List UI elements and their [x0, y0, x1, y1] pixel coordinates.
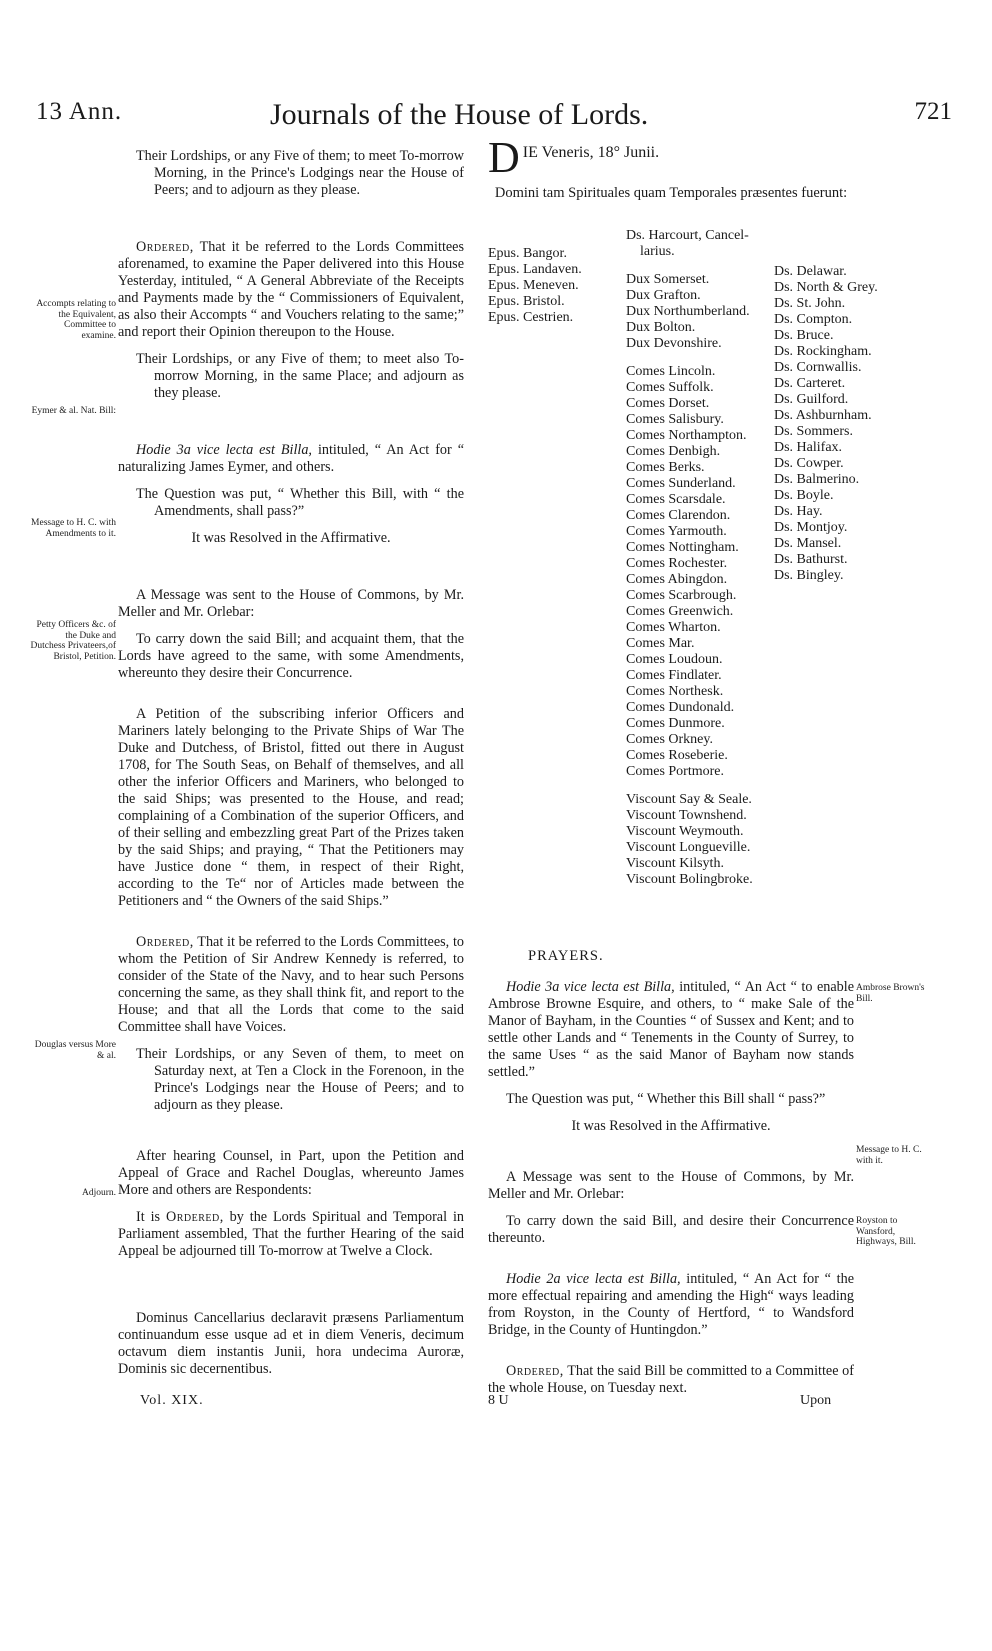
present-lords-heading: Domini tam Spirituales quam Temporales præsentes fuerunt: [494, 185, 848, 201]
margin-note-petition: Petty Officers &c. of the Duke and Dutchess Privateers,of Bristol, Petition. [30, 620, 116, 662]
lord-name: Epus. Landaven. [488, 262, 582, 277]
paragraph: It was Resolved in the Affirmative. [571, 1118, 771, 1134]
running-header [0, 98, 992, 138]
paragraph [118, 239, 464, 341]
lord-name: Comes Suffolk. [626, 380, 714, 395]
paragraph-text: That the said Bill be committed to a Committee of the whole House, on Tuesday next. [488, 1363, 854, 1396]
paragraph: Their Lordships, or any Five of them; to meet To-morrow Morning, in the Prince's Lodgings near the House of Peers; and to adjourn as they please. [136, 148, 464, 198]
lord-name: Comes Denbigh. [626, 444, 721, 459]
lord-name: Comes Sunderland. [626, 476, 736, 491]
sitting-date [488, 133, 854, 182]
lord-name: Dux Somerset. [626, 272, 710, 287]
drop-cap: D [488, 133, 520, 182]
lord-name: Comes Wharton. [626, 620, 721, 635]
paragraph [488, 979, 854, 1081]
right-column-body [488, 948, 854, 1397]
lord-name: Comes Northampton. [626, 428, 747, 443]
lord-name: Ds. Cornwallis. [774, 360, 862, 375]
lord-name: Viscount Say & Seale. [626, 792, 752, 807]
lord-name: Comes Salisbury. [626, 412, 724, 427]
lord-name: Ds. Delawar. [774, 264, 847, 279]
lord-name: Comes Yarmouth. [626, 524, 727, 539]
paragraph [118, 442, 464, 476]
paragraph: A Petition of the subscribing inferior Officers and Mariners lately belonging to the Private Ships of War The Duke and Dutchess, of Bristol, fitted out there in August 1708, for The South Seas, on Behalf of themselves, and all other the inferior Officers and Mariners, who belonged to the said Ships; was presented to the House, and read; complaining of a Combination of the superior Officers, and of their selling and embezzling great Part of the Prizes taken by the said Ships; and praying, “ That the Petitioners may have Justice done “ them, in respect of their Right, according to the Te“ nor of Articles made between the Petitioners and “ the Owners of the said Ships.” [118, 706, 464, 909]
lord-name: Dux Grafton. [626, 288, 701, 303]
paragraph: Dominus Cancellarius declaravit præsens Parliamentum continuandum esse usque ad et in diem Veneris, decimum octavum diem instantis Junii, hora undecima Auroræ, Dominis sic decernentibus. [118, 1310, 464, 1377]
lord-name: Ds. Bingley. [774, 568, 844, 583]
lord-name: Ds. Balmerino. [774, 472, 860, 487]
lord-name: Ds. Carteret. [774, 376, 846, 391]
paragraph: To carry down the said Bill, and desire their Concurrence thereunto. [488, 1213, 854, 1246]
lord-name: Comes Northesk. [626, 684, 724, 699]
temporal-lords-list [626, 228, 753, 888]
lord-name: Epus. Meneven. [488, 278, 579, 293]
paragraph-text: That it be referred to the Lords Committees, to whom the Petition of Sir Andrew Kennedy is referred, to consider of the State of the Navy, and to hear such Persons concerning the same, as they shall think fit, and report to the House; and that all the Lords that come to the said Committee shall have Voices. [118, 934, 464, 1035]
margin-note-douglas: Douglas versus More & al. [34, 1040, 116, 1061]
lord-name: Ds. Bathurst. [774, 552, 848, 567]
lord-name: Ds. Rockingham. [774, 344, 872, 359]
lord-name: Ds. Sommers. [774, 424, 853, 439]
paragraph-text: It is [136, 1209, 166, 1225]
paragraph: Their Lordships, or any Five of them; to meet also To-morrow Morning, in the same Place; and adjourn as they please. [136, 351, 464, 401]
ordered-word: Ordered, [165, 1209, 224, 1225]
margin-note-message: Message to H. C. with Amendments to it. [31, 518, 116, 539]
volume-number: Vol. XIX. [140, 1393, 204, 1408]
hodie-phrase: Hodie 2a vice lecta est Billa, [506, 1271, 681, 1287]
margin-note-eymer: Eymer & al. Nat. Bill: [31, 406, 116, 416]
lord-name: Ds. Montjoy. [774, 520, 848, 535]
paragraph [488, 1271, 854, 1339]
lord-name: Comes Clarendon. [626, 508, 731, 523]
page-number: 721 [914, 98, 952, 125]
hodie-phrase: Hodie 3a vice lecta est Billa, [506, 979, 675, 995]
signature-mark: 8 U [488, 1393, 509, 1408]
lord-name: Ds. Bruce. [774, 328, 834, 343]
margin-note-message-2: Message to H. C. with it. [856, 1145, 922, 1166]
lord-name: Comes Nottingham. [626, 540, 739, 555]
lord-name: Viscount Longueville. [626, 840, 751, 855]
lord-name: Ds. Boyle. [774, 488, 834, 503]
lord-name: Comes Lincoln. [626, 364, 716, 379]
bishops-list [488, 246, 582, 326]
margin-note-adjourn: Adjourn. [81, 1188, 116, 1198]
lord-name: Comes Loudoun. [626, 652, 723, 667]
lord-name: Comes Portmore. [626, 764, 724, 779]
paragraph: Their Lordships, or any Seven of them, to meet on Saturday next, at Ten a Clock in the Forenoon, in the Prince's Lodgings near the House of Peers; and to adjourn as they please. [136, 1046, 464, 1113]
margin-note-royston: Royston to Wansford, Highways, Bill. [856, 1216, 916, 1247]
paragraph-text: That it be referred to the Lords Committees aforenamed, to examine the Paper delivered into this House Yesterday, intituled, “ A General Abbreviate of the Receipts and Payments made by the “ Commissioners of Equivalent, as also their Accompts “ and Vouchers relating to the same;” and report their Opinion thereupon to the House. [118, 239, 464, 340]
hodie-phrase: Hodie 3a vice lecta est Billa, [136, 442, 312, 458]
paragraph: A Message was sent to the House of Commons, by Mr. Meller and Mr. Orlebar: [118, 587, 464, 620]
lord-name: Comes Mar. [626, 636, 695, 651]
left-column [118, 148, 464, 1378]
lord-name: larius. [640, 244, 675, 259]
paragraph: A Message was sent to the House of Commons, by Mr. Meller and Mr. Orlebar: [488, 1169, 854, 1202]
lord-name: Comes Roseberie. [626, 748, 728, 763]
barons-list [774, 264, 878, 584]
lord-name: Ds. Hay. [774, 504, 823, 519]
paragraph: The Question was put, “ Whether this Bill, with “ the Amendments, shall pass?” [136, 486, 464, 519]
lord-name: Dux Northumberland. [626, 304, 750, 319]
paragraph-text: by the Lords Spiritual and Temporal in Parliament assembled, That the further Hearing of the said Appeal be adjourned till To-morrow at Twelve a Clock. [118, 1209, 464, 1259]
paragraph: To carry down the said Bill; and acquaint them, that the Lords have agreed to the same, with some Amendments, whereunto they desire their Concurrence. [118, 631, 464, 681]
lord-name: Ds. Halifax. [774, 440, 843, 455]
lord-name: Dux Devonshire. [626, 336, 722, 351]
lord-name: Ds. Harcourt, Cancel- [626, 228, 749, 243]
lord-name: Dux Bolton. [626, 320, 696, 335]
paragraph-text: intituled, “ An Act for “ naturalizing James Eymer, and others. [118, 442, 464, 475]
paragraph [118, 1209, 464, 1260]
lord-name: Ds. Guilford. [774, 392, 849, 407]
lord-name: Comes Orkney. [626, 732, 713, 747]
lord-name: Comes Rochester. [626, 556, 728, 571]
lord-name: Comes Dunmore. [626, 716, 725, 731]
prayers-heading: PRAYERS. [528, 948, 604, 964]
lord-name: Comes Dundonald. [626, 700, 735, 715]
date-text: IE Veneris, 18° Junii. [522, 144, 660, 161]
lord-name: Epus. Bristol. [488, 294, 565, 309]
right-column-head [488, 133, 854, 202]
lord-name: Ds. Compton. [774, 312, 853, 327]
lord-name: Comes Greenwich. [626, 604, 734, 619]
lord-name: Comes Abingdon. [626, 572, 728, 587]
paragraph-text: intituled, “ An Act “ to enable Ambrose Browne Esquire, and others, to “ make Sale of the Manor of Bayham, in the Counties “ of Sussex and Kent; and to settle other Lands and “ Tenements in the County of Surrey, to the same Uses “ as the said Manor of Bayham now stands settled.” [488, 979, 854, 1080]
ordered-word: Ordered, [136, 934, 194, 950]
lord-name: Comes Berks. [626, 460, 705, 475]
lord-name: Comes Scarbrough. [626, 588, 737, 603]
lord-name: Viscount Bolingbroke. [626, 872, 753, 887]
lord-name: Viscount Weymouth. [626, 824, 744, 839]
catchword: Upon [800, 1393, 832, 1408]
margin-note-ambrose: Ambrose Brown's Bill. [856, 983, 925, 1004]
lord-name: Comes Scarsdale. [626, 492, 726, 507]
lord-name: Ds. Cowper. [774, 456, 844, 471]
lord-name: Ds. St. John. [774, 296, 846, 311]
lord-name: Ds. North & Grey. [774, 280, 878, 295]
margin-note-accompts: Accompts relating to the Equivalent, Committee to examine. [36, 299, 116, 341]
header-title: Journals of the House of Lords. [270, 98, 649, 131]
paragraph: The Question was put, “ Whether this Bill shall “ pass?” [506, 1091, 826, 1107]
lord-name: Comes Dorset. [626, 396, 710, 411]
paragraph-text: intituled, “ An Act for “ the more effectual repairing and amending the High“ ways leading from Royston, in the County of Hertford, “ to Wandsford Bridge, in the County of Huntingdon.” [488, 1271, 855, 1338]
paragraph [488, 1363, 854, 1397]
lord-name: Ds. Ashburnham. [774, 408, 872, 423]
lord-name: Viscount Townshend. [626, 808, 747, 823]
lord-name: Epus. Cestrien. [488, 310, 574, 325]
lord-name: Comes Findlater. [626, 668, 722, 683]
paragraph: After hearing Counsel, in Part, upon the Petition and Appeal of Grace and Rachel Douglas, whereunto James More and others are Respondents: [118, 1148, 464, 1198]
paragraph [118, 934, 464, 1036]
lord-name: Viscount Kilsyth. [626, 856, 724, 871]
ordered-word: Ordered, [136, 239, 194, 255]
header-year: 13 Ann. [36, 98, 123, 125]
ordered-word: Ordered, [506, 1363, 564, 1379]
lord-name: Ds. Mansel. [774, 536, 842, 551]
lord-name: Epus. Bangor. [488, 246, 567, 261]
paragraph: It was Resolved in the Affirmative. [191, 530, 391, 546]
